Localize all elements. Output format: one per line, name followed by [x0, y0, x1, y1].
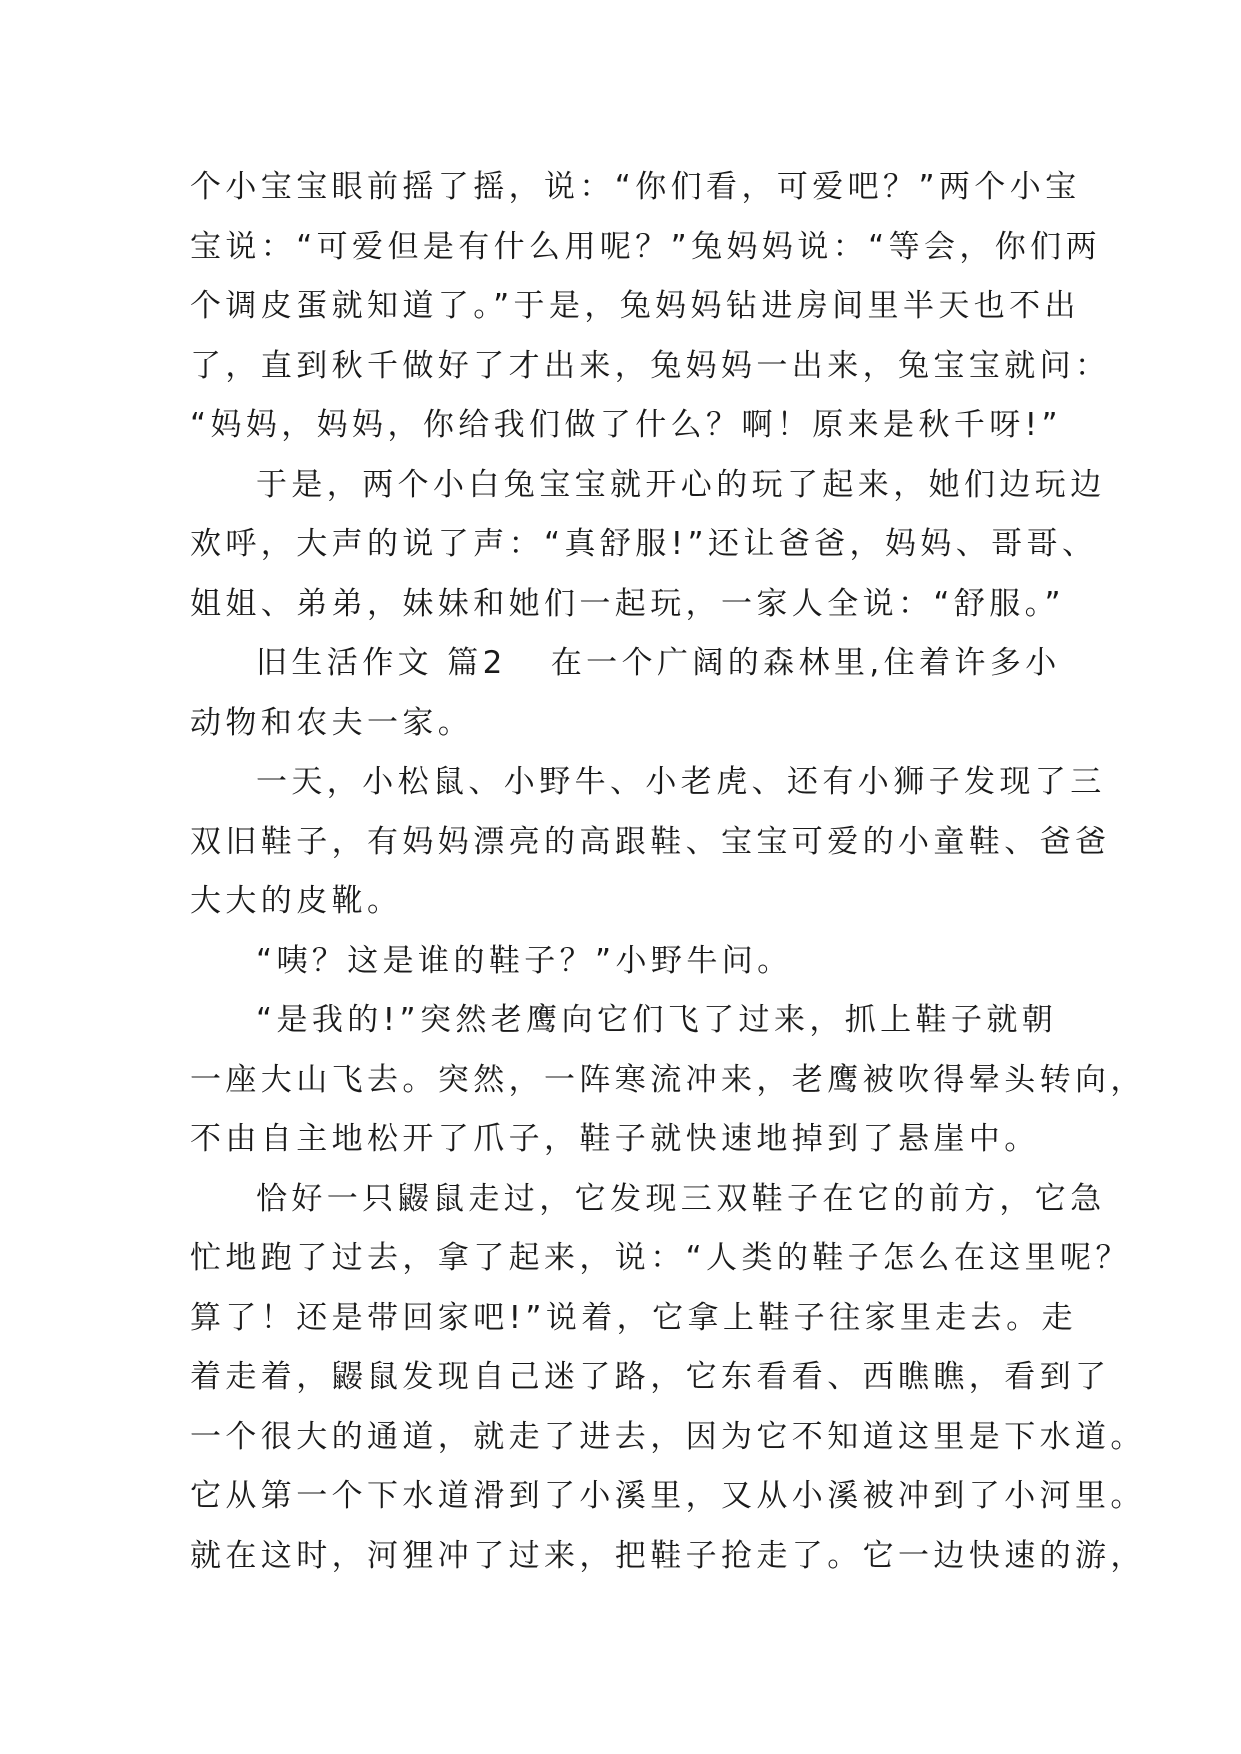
- text-line: “妈妈，妈妈，你给我们做了什么？啊！原来是秋千呀!”: [190, 407, 1062, 443]
- text-line: 动物和农夫一家。: [190, 704, 474, 741]
- paragraph-start-line: “是我的!”突然老鹰向它们飞了过来，抓上鞋子就朝: [256, 1002, 1058, 1038]
- text-line: 一座大山飞去。突然，一阵寒流冲来，老鹰被吹得晕头转向，: [190, 1061, 1146, 1098]
- text-line: 就在这时，河狸冲了过来，把鞋子抢走了。它一边快速的游，: [190, 1537, 1146, 1574]
- text-line: 姐姐、弟弟，妹妹和她们一起玩，一家人全说：“舒服。”: [190, 585, 1066, 622]
- text-line: 一个很大的通道，就走了进去，因为它不知道这里是下水道。: [190, 1418, 1146, 1455]
- text-line: 忙地跑了过去，拿了起来，说：“人类的鞋子怎么在这里呢？: [190, 1240, 1131, 1276]
- paragraph-start-line: “咦？这是谁的鞋子？”小野牛问。: [256, 942, 793, 979]
- text-line: 个调皮蛋就知道了。”于是，兔妈妈钻进房间里半天也不出: [190, 288, 1080, 324]
- section-heading-line: [190, 634, 1060, 694]
- text-line: 不由自主地松开了爪子，鞋子就快速地掉到了悬崖中。: [190, 1121, 1040, 1157]
- paragraph-start-line: 一天，小松鼠、小野牛、小老虎、还有小狮子发现了三: [256, 764, 1106, 800]
- text-line: 大大的皮靴。: [190, 883, 403, 919]
- section-first-text: 在一个广阔的森林里,住着许多小: [550, 645, 1061, 681]
- text-line: 算了！还是带回家吧!”说着，它拿上鞋子往家里走去。走: [190, 1299, 1077, 1336]
- text-line: 双旧鞋子，有妈妈漂亮的高跟鞋、宝宝可爱的小童鞋、爸爸: [190, 823, 1111, 860]
- paragraph-start-line: 于是，两个小白兔宝宝就开心的玩了起来，她们边玩边: [256, 466, 1106, 503]
- text-line: 欢呼，大声的说了声：“真舒服!”还让爸爸，妈妈、哥哥、: [190, 526, 1098, 562]
- text-line: 它从第一个下水道滑到了小溪里，又从小溪被冲到了小河里。: [190, 1478, 1146, 1514]
- text-line: 了，直到秋千做好了才出来，兔妈妈一出来，兔宝宝就问：: [190, 347, 1111, 384]
- body-text: [190, 158, 1146, 1586]
- text-line: 宝说：“可爱但是有什么用呢？”兔妈妈说：“等会，你们两: [190, 228, 1101, 265]
- section-heading: 旧生活作文 篇2: [256, 645, 507, 681]
- text-line: 个小宝宝眼前摇了摇，说：“你们看，可爱吧？”两个小宝: [190, 169, 1081, 205]
- paragraph-start-line: 恰好一只鼹鼠走过，它发现三双鞋子在它的前方，它急: [256, 1180, 1106, 1217]
- text-line: 着走着，鼹鼠发现自己迷了路，它东看看、西瞧瞧，看到了: [190, 1359, 1111, 1395]
